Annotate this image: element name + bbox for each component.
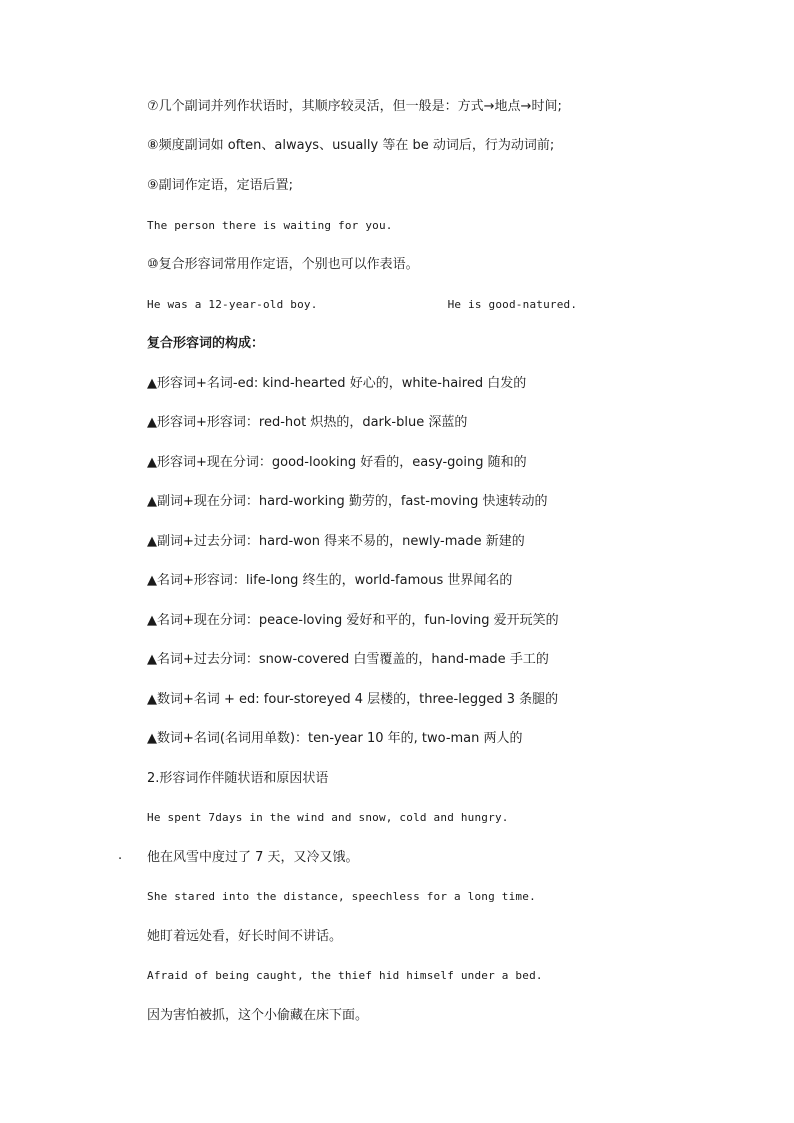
section-heading: 复合形容词的构成： [147,336,265,351]
formation-item: ▲副词+现在分词：hard-working 勤劳的，fast-moving 快速转动的 [147,494,548,509]
translation-line: 他在风雪中度过了 7 天，又冷又饿。 [147,850,359,865]
rule-9-adverb-as-attribute: ⑨副词作定语，定语后置; [147,178,294,193]
formation-item: ▲数词+名词(名词用单数)：ten-year 10 年的, two-man 两人的 [147,731,523,746]
example-sentence: She stared into the distance, speechless for a long time. [147,890,536,903]
example-sentence-pair [147,295,577,315]
formation-item: ▲副词+过去分词：hard-won 得来不易的，newly-made 新建的 [147,534,525,549]
formation-item: ▲名词+现在分词：peace-loving 爱好和平的，fun-loving 爱开玩笑的 [147,613,559,628]
formation-item: ▲名词+过去分词：snow-covered 白雪覆盖的，hand-made 手工的 [147,652,549,667]
formation-item: ▲形容词+现在分词：good-looking 好看的，easy-going 随和的 [147,455,527,470]
formation-item: ▲形容词+名词-ed: kind-hearted 好心的，white-haired 白发的 [147,376,527,391]
stray-marker: . [118,848,123,863]
translation-line: 因为害怕被抓，这个小偷藏在床下面。 [147,1008,369,1023]
section-heading-2: 2.形容词作伴随状语和原因状语 [147,771,329,786]
example-sentence: He is good-natured. [447,298,578,311]
formation-item: ▲形容词+形容词：red-hot 炽热的，dark-blue 深蓝的 [147,415,468,430]
rule-7-adverb-order: ⑦几个副词并列作状语时，其顺序较灵活，但一般是：方式→地点→时间; [147,99,562,114]
rule-8-frequency-adverbs: ⑧频度副词如 often、always、usually 等在 be 动词后，行为动词前; [147,138,555,153]
formation-item: ▲名词+形容词：life-long 终生的，world-famous 世界闻名的 [147,573,513,588]
formation-item: ▲数词+名词 + ed: four-storeyed 4 层楼的，three-legged 3 条腿的 [147,692,559,707]
example-sentence: The person there is waiting for you. [147,219,393,232]
example-sentence: He was a 12-year-old boy. [147,298,318,311]
rule-10-compound-adjectives: ⑩复合形容词常用作定语，个别也可以作表语。 [147,257,419,272]
translation-line: 她盯着远处看，好长时间不讲话。 [147,929,343,944]
example-sentence: He spent 7days in the wind and snow, cold and hungry. [147,811,509,824]
example-sentence: Afraid of being caught, the thief hid himself under a bed. [147,969,543,982]
